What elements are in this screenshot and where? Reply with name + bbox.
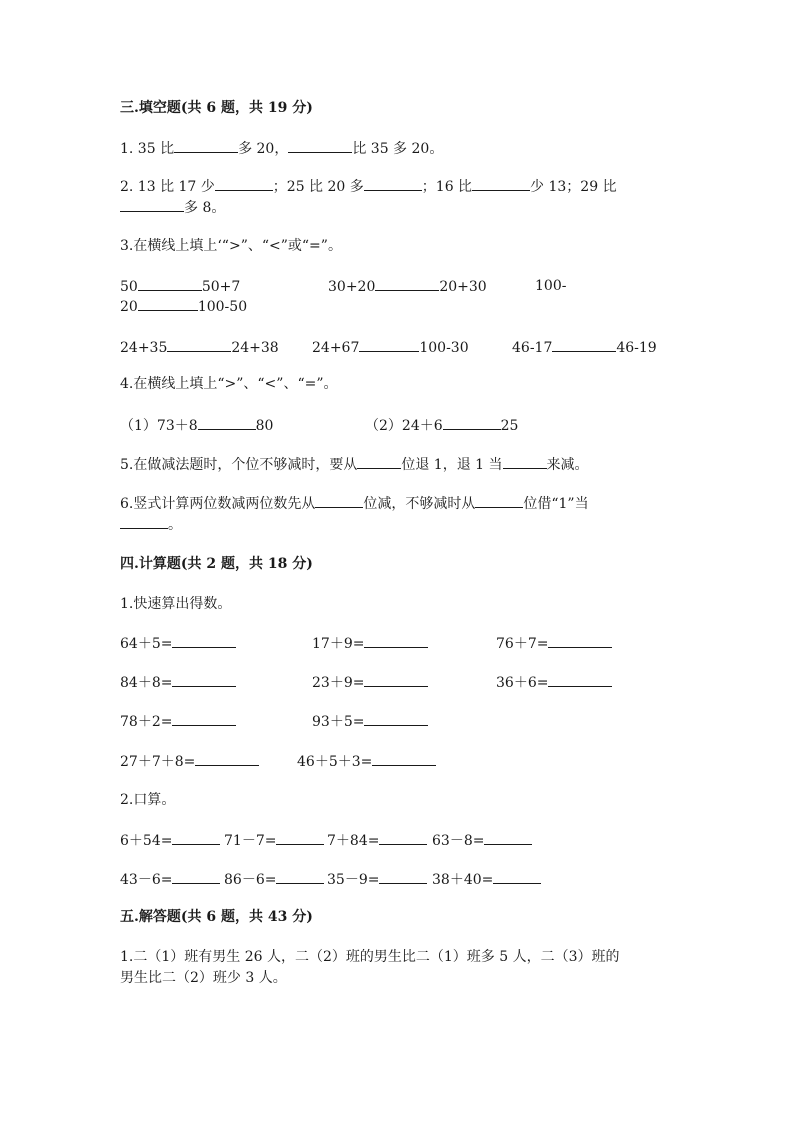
- expr: 24+38: [231, 340, 279, 356]
- answer-blank[interactable]: [276, 830, 324, 845]
- q3-2-text-c: ；16 比: [421, 179, 473, 195]
- answer-blank[interactable]: [172, 711, 236, 726]
- answer-blank[interactable]: [372, 751, 436, 766]
- answer-blank[interactable]: [359, 337, 419, 352]
- expr: 43－6=: [120, 872, 173, 888]
- expr: 46-17: [512, 340, 553, 356]
- calc-item: [120, 633, 236, 654]
- answer-blank[interactable]: [357, 454, 401, 469]
- calc-item: [496, 672, 612, 693]
- answer-blank[interactable]: [172, 633, 236, 648]
- expr: 20+30: [439, 279, 487, 295]
- expr: 46＋5＋3=: [297, 754, 373, 770]
- expr: 36＋6=: [496, 675, 549, 691]
- answer-blank[interactable]: [379, 869, 427, 884]
- calc-item: [312, 672, 428, 693]
- q3-4-b: [365, 415, 518, 436]
- q3-1: [120, 138, 443, 159]
- answer-blank[interactable]: [364, 672, 428, 687]
- expr: 46-19: [616, 340, 657, 356]
- expr: 25: [500, 418, 519, 434]
- q5-1-line2: 男生比二（2）班少 3 人。: [120, 970, 287, 986]
- expr: 71－7=: [224, 833, 277, 849]
- q3-1-text-a: 1. 35 比: [120, 141, 175, 157]
- section-3-title: 三.填空题(共 6 题，共 19 分): [120, 100, 313, 116]
- calc-item: [120, 672, 236, 693]
- answer-blank[interactable]: [548, 672, 612, 687]
- expr: 100-30: [419, 340, 469, 356]
- q3-6-text-a: 6.竖式计算两位数减两位数先从: [120, 496, 316, 512]
- expr: 50: [120, 279, 138, 295]
- answer-blank[interactable]: [503, 454, 547, 469]
- answer-blank[interactable]: [288, 138, 352, 153]
- expr: 76＋7=: [496, 636, 549, 652]
- answer-blank[interactable]: [172, 672, 236, 687]
- answer-blank[interactable]: [364, 711, 428, 726]
- expr: 27＋7＋8=: [120, 754, 196, 770]
- answer-blank[interactable]: [364, 176, 422, 191]
- expr: 63－8=: [432, 833, 485, 849]
- q4-1-stem: 1.快速算出得数。: [120, 596, 232, 612]
- expr: 30+20: [328, 279, 376, 295]
- q3-5-text-b: 位退 1，退 1 当: [401, 457, 503, 473]
- expr: 6＋54=: [120, 833, 173, 849]
- expr: （1）73＋8: [120, 418, 198, 434]
- answer-blank[interactable]: [364, 633, 428, 648]
- expr: （2）24＋6: [365, 418, 443, 434]
- answer-blank[interactable]: [174, 138, 238, 153]
- q3-5-text-a: 5.在做减法题时，个位不够减时，要从: [120, 457, 358, 473]
- answer-blank[interactable]: [548, 633, 612, 648]
- expr: 93＋5=: [312, 714, 365, 730]
- q3-6-text-c: 位借“1”当: [523, 496, 589, 512]
- expr: 100-: [535, 278, 567, 294]
- expr: 20: [120, 299, 138, 315]
- q5-1-line1: 1.二（1）班有男生 26 人，二（2）班的男生比二（1）班多 5 人，二（3）班的: [120, 949, 620, 965]
- answer-blank[interactable]: [167, 337, 231, 352]
- expr: 50+7: [201, 279, 241, 295]
- expr: 100-50: [197, 299, 248, 315]
- oral-item: [432, 830, 532, 851]
- q3-2-line1: [120, 176, 617, 197]
- answer-blank[interactable]: [172, 869, 220, 884]
- oral-item: [432, 869, 541, 890]
- q3-6-line2: [120, 514, 182, 535]
- oral-item: [327, 869, 427, 890]
- q3-3-r1c: [535, 276, 566, 296]
- q3-3-r1b: [328, 276, 487, 297]
- calc-item: [120, 751, 259, 772]
- expr: 38＋40=: [432, 872, 494, 888]
- answer-blank[interactable]: [315, 493, 363, 508]
- q3-3-r3a: [120, 337, 279, 358]
- oral-item: [224, 830, 324, 851]
- q3-3-r3b: [312, 337, 469, 358]
- q3-6-line1: [120, 493, 589, 514]
- q3-6-text-b: 位减，不够减时从: [363, 496, 476, 512]
- q3-4-stem: 4.在横线上填上“>”、“<”、“=”。: [120, 376, 338, 392]
- expr: 64＋5=: [120, 636, 173, 652]
- expr: 17＋9=: [312, 636, 365, 652]
- answer-blank[interactable]: [120, 514, 168, 529]
- calc-item: [312, 711, 428, 732]
- answer-blank[interactable]: [195, 751, 259, 766]
- q3-3-stem: 3.在横线上填上‘“>”、“<”或“=”。: [120, 238, 342, 254]
- answer-blank[interactable]: [552, 337, 616, 352]
- calc-item: [496, 633, 612, 654]
- oral-item: [224, 869, 324, 890]
- answer-blank[interactable]: [475, 493, 523, 508]
- q3-3-r2: [120, 296, 247, 317]
- q3-6-text-d: 。: [168, 517, 182, 533]
- q3-2-text-a: 2. 13 比 17 少: [120, 179, 215, 195]
- answer-blank[interactable]: [379, 830, 427, 845]
- answer-blank[interactable]: [215, 176, 273, 191]
- oral-item: [120, 830, 220, 851]
- calc-item: [297, 751, 436, 772]
- calc-item: [120, 711, 236, 732]
- oral-item: [120, 869, 220, 890]
- expr: 80: [255, 418, 274, 434]
- answer-blank[interactable]: [276, 869, 324, 884]
- expr: 78＋2=: [120, 714, 173, 730]
- answer-blank[interactable]: [443, 415, 501, 430]
- q3-3-r3c: [512, 337, 657, 358]
- calc-item: [312, 633, 428, 654]
- answer-blank[interactable]: [472, 176, 530, 191]
- section-5-title: 五.解答题(共 6 题，共 43 分): [120, 909, 313, 925]
- expr: 7＋84=: [327, 833, 380, 849]
- answer-blank[interactable]: [138, 276, 202, 291]
- answer-blank[interactable]: [375, 276, 439, 291]
- expr: 35－9=: [327, 872, 380, 888]
- oral-item: [327, 830, 427, 851]
- q3-5-text-c: 来减。: [546, 457, 589, 473]
- q3-2-text-b: ；25 比 20 多: [272, 179, 364, 195]
- q3-2-text-d: 少 13；29 比: [530, 179, 617, 195]
- expr: 24+67: [312, 340, 360, 356]
- q4-2-stem: 2.口算。: [120, 792, 176, 808]
- q3-5: [120, 454, 589, 475]
- q3-2-text-e: 多 8。: [184, 200, 226, 216]
- answer-blank[interactable]: [198, 415, 256, 430]
- section-4-title: 四.计算题(共 2 题，共 18 分): [120, 556, 313, 572]
- q3-2-line2: [120, 197, 225, 218]
- expr: 24+35: [120, 340, 168, 356]
- answer-blank[interactable]: [138, 296, 198, 311]
- q3-1-text-b: 多 20，: [238, 141, 289, 157]
- q3-4-a: [120, 415, 273, 436]
- expr: 86－6=: [224, 872, 277, 888]
- expr: 23＋9=: [312, 675, 365, 691]
- answer-blank[interactable]: [172, 830, 220, 845]
- answer-blank[interactable]: [493, 869, 541, 884]
- answer-blank[interactable]: [120, 197, 184, 212]
- expr: 84＋8=: [120, 675, 173, 691]
- q3-3-r1a: [120, 276, 240, 297]
- answer-blank[interactable]: [484, 830, 532, 845]
- q3-1-text-c: 比 35 多 20。: [352, 141, 444, 157]
